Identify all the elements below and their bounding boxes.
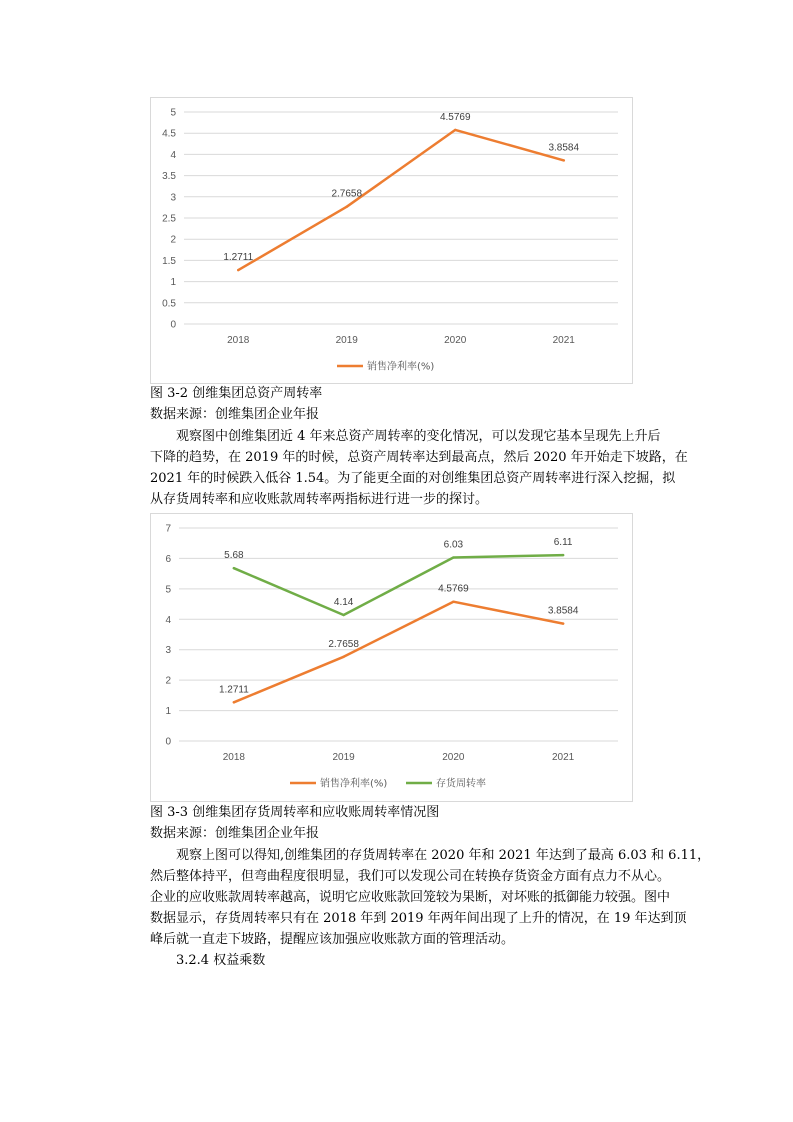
paragraph-2 — [150, 845, 711, 950]
data-point — [454, 129, 456, 131]
data-label: 3.8584 — [547, 605, 579, 617]
x-tick-label: 2019 — [332, 752, 355, 763]
y-tick-label: 4.5 — [162, 128, 176, 140]
data-label: 4.5769 — [438, 583, 469, 595]
y-tick-label: 1 — [165, 706, 171, 718]
x-tick-label: 2018 — [227, 335, 250, 346]
x-tick-label: 2021 — [552, 335, 575, 346]
data-label: 4.14 — [333, 597, 354, 609]
y-tick-label: 0.5 — [162, 298, 176, 310]
data-point — [452, 601, 454, 603]
y-tick-label: 7 — [165, 523, 171, 535]
data-label: 1.2711 — [223, 252, 254, 264]
y-tick-label: 3 — [165, 645, 171, 657]
paragraph-1-line: 从存货周转率和应收账款周转率两指标进行进一步的探讨。 — [150, 492, 489, 507]
paragraph-1 — [150, 426, 688, 510]
paragraph-2-line: 然后整体持平，但弯曲程度很明显，我们可以发现公司在转换存货资金方面有点力不从心。 — [150, 869, 671, 884]
y-tick-label: 5 — [170, 107, 176, 119]
data-label: 6.11 — [553, 537, 573, 549]
section-heading: 3.2.4 权益乘数 — [176, 953, 266, 968]
y-tick-label: 4 — [165, 614, 171, 626]
x-tick-label: 2021 — [552, 752, 575, 763]
y-tick-label: 0 — [165, 736, 171, 748]
legend-label: 存货周转率 — [436, 778, 486, 790]
y-tick-label: 4 — [170, 149, 176, 161]
data-label: 2.7658 — [331, 188, 363, 200]
paragraph-2-line: 企业的应收账款周转率越高，说明它应收账款回笼较为果断，对坏账的抵御能力较强。图中 — [150, 890, 671, 905]
paragraph-1-line: 观察图中创维集团近 4 年来总资产周转率的变化情况，可以发现它基本呈现先上升后 — [176, 429, 661, 444]
paragraph-2-line: 观察上图可以得知,创维集团的存货周转率在 2020 年和 2021 年达到了最高 6.03 和 6.11， — [176, 848, 711, 863]
data-point — [237, 269, 239, 271]
figure-3-2-caption: 图 3-2 创维集团总资产周转率 — [150, 386, 323, 401]
figure-3-3-caption: 图 3-3 创维集团存货周转率和应收账周转率情况图 — [150, 805, 440, 820]
paragraph-2-line: 峰后就一直走下坡路，提醒应该加强应收账款方面的管理活动。 — [150, 932, 515, 947]
y-tick-label: 2 — [170, 234, 176, 246]
y-tick-label: 1 — [170, 277, 176, 289]
paragraph-1-line: 下降的趋势，在 2019 年的时候，总资产周转率达到最高点，然后 2020 年开始走下坡路，在 — [150, 450, 688, 465]
y-tick-label: 6 — [165, 553, 171, 565]
legend-label: 销售净利率(%) — [320, 778, 388, 790]
data-label: 2.7658 — [328, 638, 359, 650]
data-point — [346, 206, 348, 208]
data-point — [562, 554, 564, 556]
data-point — [342, 614, 344, 616]
chart-2-svg — [151, 514, 634, 803]
legend-label: 销售净利率(%) — [367, 361, 435, 373]
x-tick-label: 2018 — [222, 752, 245, 763]
y-tick-label: 0 — [170, 319, 176, 331]
data-point — [562, 622, 564, 624]
figure-3-2-source: 数据来源：创维集团企业年报 — [150, 407, 320, 422]
y-tick-label: 1.5 — [162, 255, 176, 267]
x-tick-label: 2020 — [442, 752, 465, 763]
y-tick-label: 3 — [170, 192, 176, 204]
series-line — [238, 130, 564, 270]
series-line — [234, 555, 563, 615]
data-point — [452, 556, 454, 558]
data-label: 3.8584 — [548, 142, 580, 154]
series-line — [234, 602, 563, 703]
data-label: 5.68 — [224, 550, 244, 562]
y-tick-label: 5 — [165, 584, 171, 596]
data-point — [233, 567, 235, 569]
data-label: 1.2711 — [218, 684, 249, 696]
chart-1-svg — [151, 98, 634, 385]
data-label: 4.5769 — [439, 111, 471, 123]
x-tick-label: 2019 — [335, 335, 358, 346]
y-tick-label: 3.5 — [162, 171, 176, 183]
figure-3-3-source: 数据来源：创维集团企业年报 — [150, 826, 320, 841]
x-tick-label: 2020 — [444, 335, 467, 346]
y-tick-label: 2 — [165, 675, 171, 687]
chart-inventory-turnover — [150, 513, 633, 802]
data-point — [342, 656, 344, 658]
data-label: 6.03 — [443, 539, 464, 551]
paragraph-2-line: 数据显示，存货周转率只有在 2018 年到 2019 年两年间出现了上升的情况，在 19 年达到顶 — [150, 911, 687, 926]
data-point — [233, 701, 235, 703]
chart-total-asset-turnover — [150, 97, 633, 384]
y-tick-label: 2.5 — [162, 213, 176, 225]
data-point — [563, 159, 565, 161]
paragraph-1-line: 2021 年的时候跌入低谷 1.54。为了能更全面的对创维集团总资产周转率进行深入挖掘，拟 — [150, 471, 676, 486]
